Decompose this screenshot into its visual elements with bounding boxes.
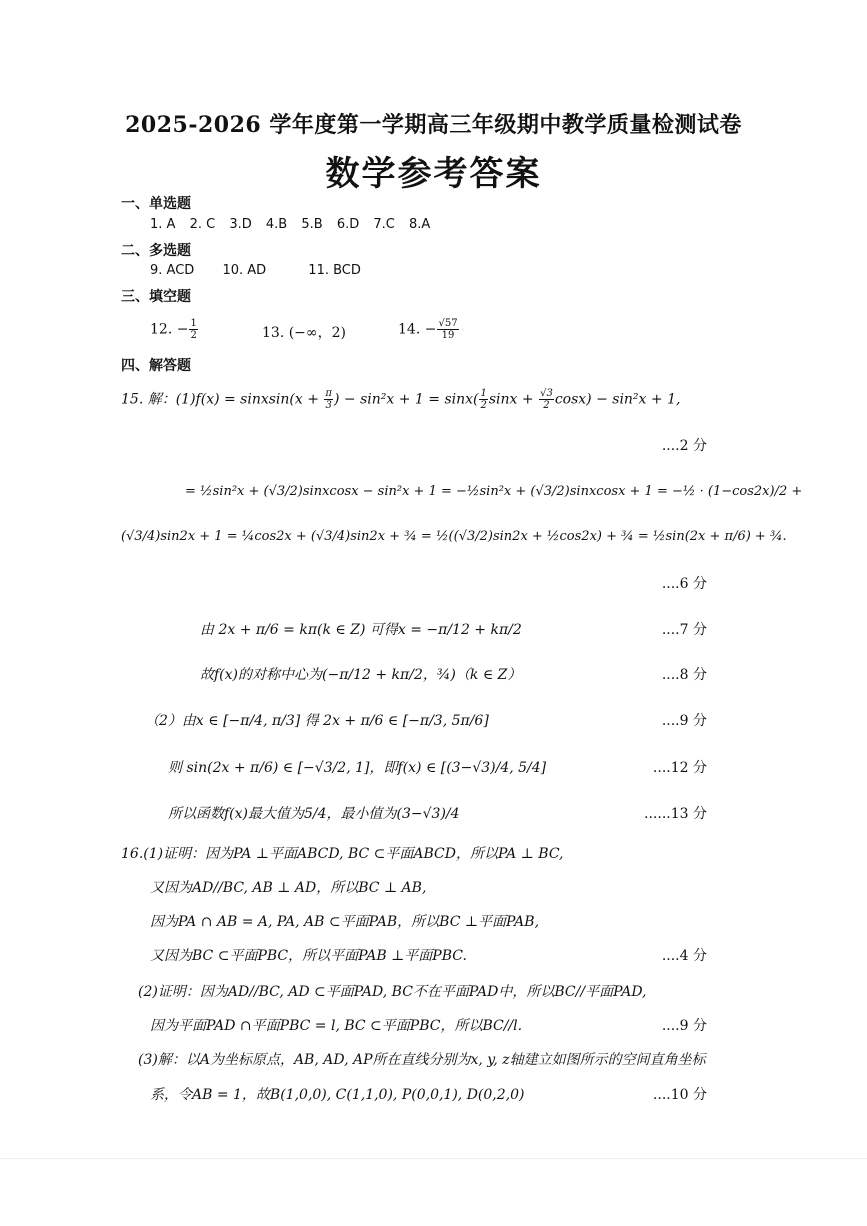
answer-9: 9. ACD xyxy=(150,263,195,278)
exam-title: 2025-2026 学年度第一学期高三年级期中教学质量检测试卷 xyxy=(125,112,742,138)
q16-score-9: ....9 分 xyxy=(661,1018,707,1034)
q15-line-6: （2）由x ∈ [−π/4, π/3] 得 2x + π/6 ∈ [−π/3, 5π/6] xyxy=(145,713,489,729)
answer-8: 8.A xyxy=(409,217,431,232)
q16-line-3: 因为PA ∩ AB = A, PA, AB ⊂平面PAB，所以BC ⊥平面PAB, xyxy=(150,914,540,930)
q16-line-4: 又因为BC ⊂平面PBC，所以平面PAB ⊥平面PBC. xyxy=(150,948,467,964)
q15-score-7: ....7 分 xyxy=(661,622,707,638)
single-choice-answers xyxy=(150,217,430,232)
q16-line-8: 系，令AB = 1，故B(1,0,0), C(1,1,0), P(0,0,1), D(0,2,0) xyxy=(150,1087,525,1103)
section-multi-choice-label: 二、多选题 xyxy=(121,243,191,259)
q15-line-1: 15. 解：(1)f(x) = sinxsin(x + $\frac{\pi}{3}$ ) − sin²x + 1 = sinx( $\frac{1}{2}$ sinx + $\frac{√3}{2}$ cosx) − sin²x + 1, xyxy=(121,388,681,411)
q15-line-3: (√3/4)sin2x + 1 = ¼cos2x + (√3/4)sin2x + ¾ = ½((√3/2)sin2x + ½cos2x) + ¾ = ½sin(2x + π/6) + ¾. xyxy=(121,529,787,544)
section-fill-blank-label: 三、填空题 xyxy=(121,289,191,305)
q15-score-9: ....9 分 xyxy=(661,713,707,729)
answer-11: 11. BCD xyxy=(308,263,361,278)
q16-score-4: ....4 分 xyxy=(661,948,707,964)
q15-score-8: ....8 分 xyxy=(661,667,707,683)
q15-line-2: = ½sin²x + (√3/2)sinxcosx − sin²x + 1 = −½sin²x + (√3/2)sinxcosx + 1 = −½ · (1−cos2x)/2 + xyxy=(185,484,803,499)
answer-3: 3.D xyxy=(229,217,252,232)
q15-line-5: 故f(x)的对称中心为(−π/12 + kπ/2，¾)（k ∈ Z） xyxy=(200,667,522,683)
q16-line-2: 又因为AD//BC, AB ⊥ AD，所以BC ⊥ AB, xyxy=(150,880,427,896)
q15-line-4: 由 2x + π/6 = kπ(k ∈ Z) 可得x = −π/12 + kπ/2 xyxy=(200,622,522,638)
section-solution-label: 四、解答题 xyxy=(121,358,191,374)
q15-line-7: 则 sin(2x + π/6) ∈ [−√3/2, 1]，即f(x) ∈ [(3−√3)/4, 5/4] xyxy=(168,760,547,776)
answer-4: 4.B xyxy=(265,217,288,232)
q16-line-5: (2)证明：因为AD//BC, AD ⊂平面PAD, BC不在平面PAD中，所以BC//平面PAD, xyxy=(138,984,647,1000)
page-bottom-divider xyxy=(0,1158,867,1159)
section-single-choice-label: 一、单选题 xyxy=(121,196,191,212)
q16-line-7: (3)解：以A为坐标原点，AB, AD, AP所在直线分别为x, y, z轴建立如图所示的空间直角坐标 xyxy=(138,1052,706,1068)
q15-line-8: 所以函数f(x)最大值为5/4，最小值为(3−√3)/4 xyxy=(168,806,460,822)
answer-13: 13. (−∞，2) xyxy=(262,325,346,341)
q15-score-13: ......13 分 xyxy=(644,806,707,822)
answer-12: 12. − $\frac{1}{2}$ xyxy=(150,318,197,341)
answer-10: 10. AD xyxy=(222,263,267,278)
q15-score-12: ....12 分 xyxy=(652,760,707,776)
multi-choice-answers xyxy=(150,263,361,278)
answer-5: 5.B xyxy=(301,217,323,232)
answer-2: 2. C xyxy=(189,217,216,232)
q16-line-6: 因为平面PAD ∩平面PBC = l, BC ⊂平面PBC，所以BC//l. xyxy=(150,1018,523,1034)
answer-1: 1. A xyxy=(150,217,176,232)
q15-score-6: ....6 分 xyxy=(661,576,707,592)
q16-score-10: ....10 分 xyxy=(652,1087,707,1103)
answer-key-title: 数学参考答案 xyxy=(325,154,542,194)
answer-6: 6.D xyxy=(336,217,360,232)
q16-line-1: 16.(1)证明：因为PA ⊥平面ABCD, BC ⊂平面ABCD，所以PA ⊥ BC, xyxy=(121,846,564,862)
q15-score-2: ....2 分 xyxy=(661,438,707,454)
answer-7: 7.C xyxy=(373,217,395,232)
answer-14: 14. − $\frac{√57}{19}$ xyxy=(398,318,458,341)
